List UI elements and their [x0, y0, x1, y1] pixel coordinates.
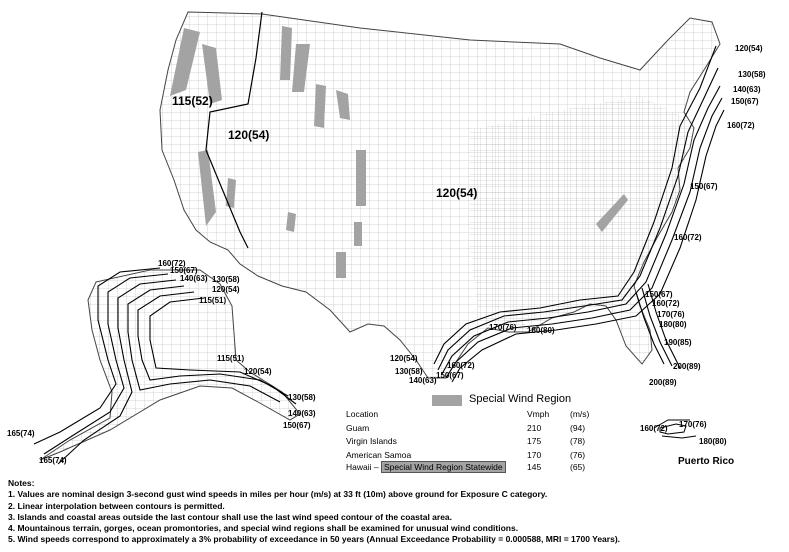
contour-label: 160(72): [727, 121, 755, 130]
contour-label: 115(51): [199, 296, 227, 305]
header-vmph: Vmph: [527, 409, 550, 419]
contour-label: 170(76): [489, 323, 517, 332]
contour-label: 130(58): [288, 393, 316, 402]
note-item: 4. Mountainous terrain, gorges, ocean promontories, and special wind regions shall be examined for unusual wind conditions.: [8, 523, 519, 534]
contour-label: 120(54): [735, 44, 763, 53]
notes: [8, 478, 620, 546]
region-label: 115(52): [172, 94, 213, 108]
special-region-swatch: [432, 395, 462, 406]
contour-label: 150(67): [645, 290, 673, 299]
contour-label: 200(89): [673, 362, 701, 371]
contour-label: 160(72): [640, 424, 668, 433]
contour-label: 165(74): [39, 456, 67, 465]
contour-label: 150(67): [690, 182, 718, 191]
contour-label: 130(58): [738, 70, 766, 79]
contour-label: 115(51): [217, 354, 245, 363]
contour-label: 180(80): [659, 320, 687, 329]
contour-label: 190(85): [664, 338, 692, 347]
contour-label: 160(72): [652, 299, 680, 308]
contour-label: 150(67): [283, 421, 311, 430]
special-region-highlight: Special Wind Region Statewide: [381, 461, 506, 473]
note-item: 2. Linear interpolation between contours is permitted.: [8, 500, 225, 511]
contour-label: 140(63): [288, 409, 316, 418]
contour-label: 180(80): [527, 326, 555, 335]
contour-label: 170(76): [679, 420, 707, 429]
contour-label: 160(72): [674, 233, 702, 242]
contour-label: 150(67): [731, 97, 759, 106]
contour-label: 160(72): [158, 259, 186, 268]
contour-label: 120(54): [212, 285, 240, 294]
contour-label: 170(76): [657, 310, 685, 319]
contour-label: 180(80): [699, 437, 727, 446]
contour-label: 140(63): [409, 376, 437, 385]
region-label: 120(54): [436, 186, 478, 200]
legend-label: Special Wind Region: [469, 393, 572, 405]
contour-label: 165(74): [7, 429, 35, 438]
contour-label: 130(58): [212, 275, 240, 284]
contour-label: 150(67): [436, 371, 464, 380]
contour-label: 140(63): [733, 85, 761, 94]
region-label: 120(54): [228, 128, 270, 142]
contour-label: 200(89): [649, 378, 677, 387]
note-item: 1. Values are nominal design 3-second gust wind speeds in miles per hour (m/s) at 33 ft (10m) above ground for Exposure C category.: [8, 489, 548, 500]
puerto-rico-title: Puerto Rico: [678, 456, 735, 467]
note-item: 5. Wind speeds correspond to approximately a 3% probability of exceedance in 50 years (Annual Exceedance Probability = 0.000588, MRI = 1700 Years).: [8, 534, 621, 545]
note-item: 3. Islands and coastal areas outside the last contour shall use the last wind speed contour of the coastal area.: [8, 511, 453, 522]
contour-label: 150(67): [170, 266, 198, 275]
contour-label: 160(72): [447, 361, 475, 370]
header-location: Location: [346, 409, 379, 419]
notes-title: Notes:: [8, 478, 35, 488]
header-ms: (m/s): [570, 409, 590, 419]
contour-label: 120(54): [244, 367, 272, 376]
contour-label: 140(63): [180, 274, 208, 283]
contour-label: 120(54): [390, 354, 418, 363]
contour-label: 130(58): [395, 367, 423, 376]
